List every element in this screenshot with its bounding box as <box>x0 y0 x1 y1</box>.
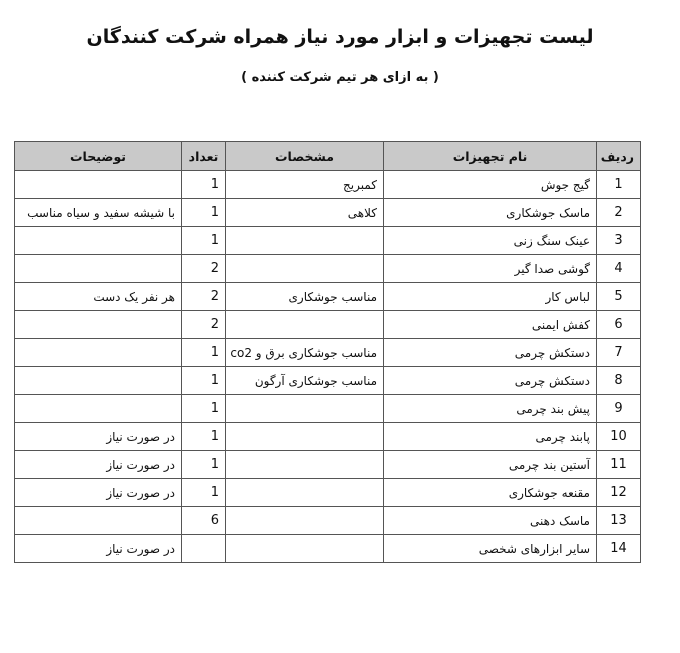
table-row <box>15 423 641 451</box>
specification-cell <box>226 479 384 507</box>
equipment-name-cell: سایر ابزارهای شخصی <box>384 535 597 563</box>
equipment-name-cell: لباس کار <box>384 283 597 311</box>
equipment-name-cell: گوشی صدا گیر <box>384 255 597 283</box>
specification-cell <box>226 395 384 423</box>
quantity-cell: 2 <box>182 311 226 339</box>
header-equipment-name: نام تجهیزات <box>384 142 597 171</box>
quantity-cell: 1 <box>182 395 226 423</box>
description-cell: هر نفر یک دست <box>15 283 182 311</box>
quantity-cell: 1 <box>182 367 226 395</box>
specification-cell: کلاهی <box>226 199 384 227</box>
equipment-name-cell: دستکش چرمی <box>384 339 597 367</box>
quantity-cell: 6 <box>182 507 226 535</box>
specification-cell <box>226 255 384 283</box>
row-number-cell: 3 <box>597 227 641 255</box>
equipment-name-cell: عینک سنگ زنی <box>384 227 597 255</box>
equipment-name-cell: گیج جوش <box>384 171 597 199</box>
table-row <box>15 199 641 227</box>
description-cell: در صورت نیاز <box>15 479 182 507</box>
table-row <box>15 507 641 535</box>
quantity-cell: 1 <box>182 171 226 199</box>
header-description: توضیحات <box>15 142 182 171</box>
quantity-cell: 1 <box>182 451 226 479</box>
description-cell <box>15 227 182 255</box>
specification-cell <box>226 535 384 563</box>
quantity-cell: 1 <box>182 423 226 451</box>
equipment-name-cell: کفش ایمنی <box>384 311 597 339</box>
description-cell <box>15 171 182 199</box>
specification-cell <box>226 227 384 255</box>
table-row <box>15 311 641 339</box>
row-number-cell: 8 <box>597 367 641 395</box>
header-quantity: تعداد <box>182 142 226 171</box>
row-number-cell: 11 <box>597 451 641 479</box>
table-row <box>15 171 641 199</box>
description-cell: در صورت نیاز <box>15 423 182 451</box>
row-number-cell: 4 <box>597 255 641 283</box>
specification-cell <box>226 311 384 339</box>
description-cell <box>15 311 182 339</box>
specification-cell: مناسب جوشکاری برق و co2 <box>226 339 384 367</box>
table-row <box>15 395 641 423</box>
specification-cell <box>226 423 384 451</box>
equipment-name-cell: مقنعه جوشکاری <box>384 479 597 507</box>
description-cell <box>15 255 182 283</box>
row-number-cell: 2 <box>597 199 641 227</box>
specification-cell <box>226 507 384 535</box>
equipment-name-cell: ماسک جوشکاری <box>384 199 597 227</box>
quantity-cell: 1 <box>182 479 226 507</box>
quantity-cell <box>182 535 226 563</box>
header-specifications: مشخصات <box>226 142 384 171</box>
quantity-cell: 1 <box>182 339 226 367</box>
row-number-cell: 12 <box>597 479 641 507</box>
row-number-cell: 5 <box>597 283 641 311</box>
quantity-cell: 1 <box>182 199 226 227</box>
table-row <box>15 283 641 311</box>
row-number-cell: 1 <box>597 171 641 199</box>
equipment-name-cell: ماسک دهنی <box>384 507 597 535</box>
equipment-name-cell: دستکش چرمی <box>384 367 597 395</box>
quantity-cell: 2 <box>182 255 226 283</box>
description-cell <box>15 507 182 535</box>
table-row <box>15 227 641 255</box>
specification-cell: مناسب جوشکاری آرگون <box>226 367 384 395</box>
table-row <box>15 535 641 563</box>
description-cell <box>15 395 182 423</box>
row-number-cell: 6 <box>597 311 641 339</box>
description-cell <box>15 367 182 395</box>
table-row <box>15 339 641 367</box>
table-row <box>15 255 641 283</box>
equipment-name-cell: آستین بند چرمی <box>384 451 597 479</box>
quantity-cell: 1 <box>182 227 226 255</box>
equipment-name-cell: پابند چرمی <box>384 423 597 451</box>
specification-cell: مناسب جوشکاری <box>226 283 384 311</box>
table-row <box>15 479 641 507</box>
specification-cell: کمبریج <box>226 171 384 199</box>
description-cell <box>15 339 182 367</box>
row-number-cell: 7 <box>597 339 641 367</box>
table-body <box>15 171 641 563</box>
row-number-cell: 14 <box>597 535 641 563</box>
description-cell: با شیشه سفید و سیاه مناسب <box>15 199 182 227</box>
description-cell: در صورت نیاز <box>15 451 182 479</box>
specification-cell <box>226 451 384 479</box>
table-row <box>15 451 641 479</box>
table-header-row <box>15 142 641 171</box>
equipment-name-cell: پیش بند چرمی <box>384 395 597 423</box>
description-cell: در صورت نیاز <box>15 535 182 563</box>
table-row <box>15 367 641 395</box>
equipment-table <box>14 141 641 563</box>
document-subtitle: ( به ازای هر تیم شرکت کننده ) <box>241 70 439 85</box>
document-title: لیست تجهیزات و ابزار مورد نیاز همراه شرکت کنندگان <box>86 26 594 48</box>
row-number-cell: 13 <box>597 507 641 535</box>
row-number-cell: 9 <box>597 395 641 423</box>
row-number-cell: 10 <box>597 423 641 451</box>
header-row-number: ردیف <box>597 142 641 171</box>
quantity-cell: 2 <box>182 283 226 311</box>
